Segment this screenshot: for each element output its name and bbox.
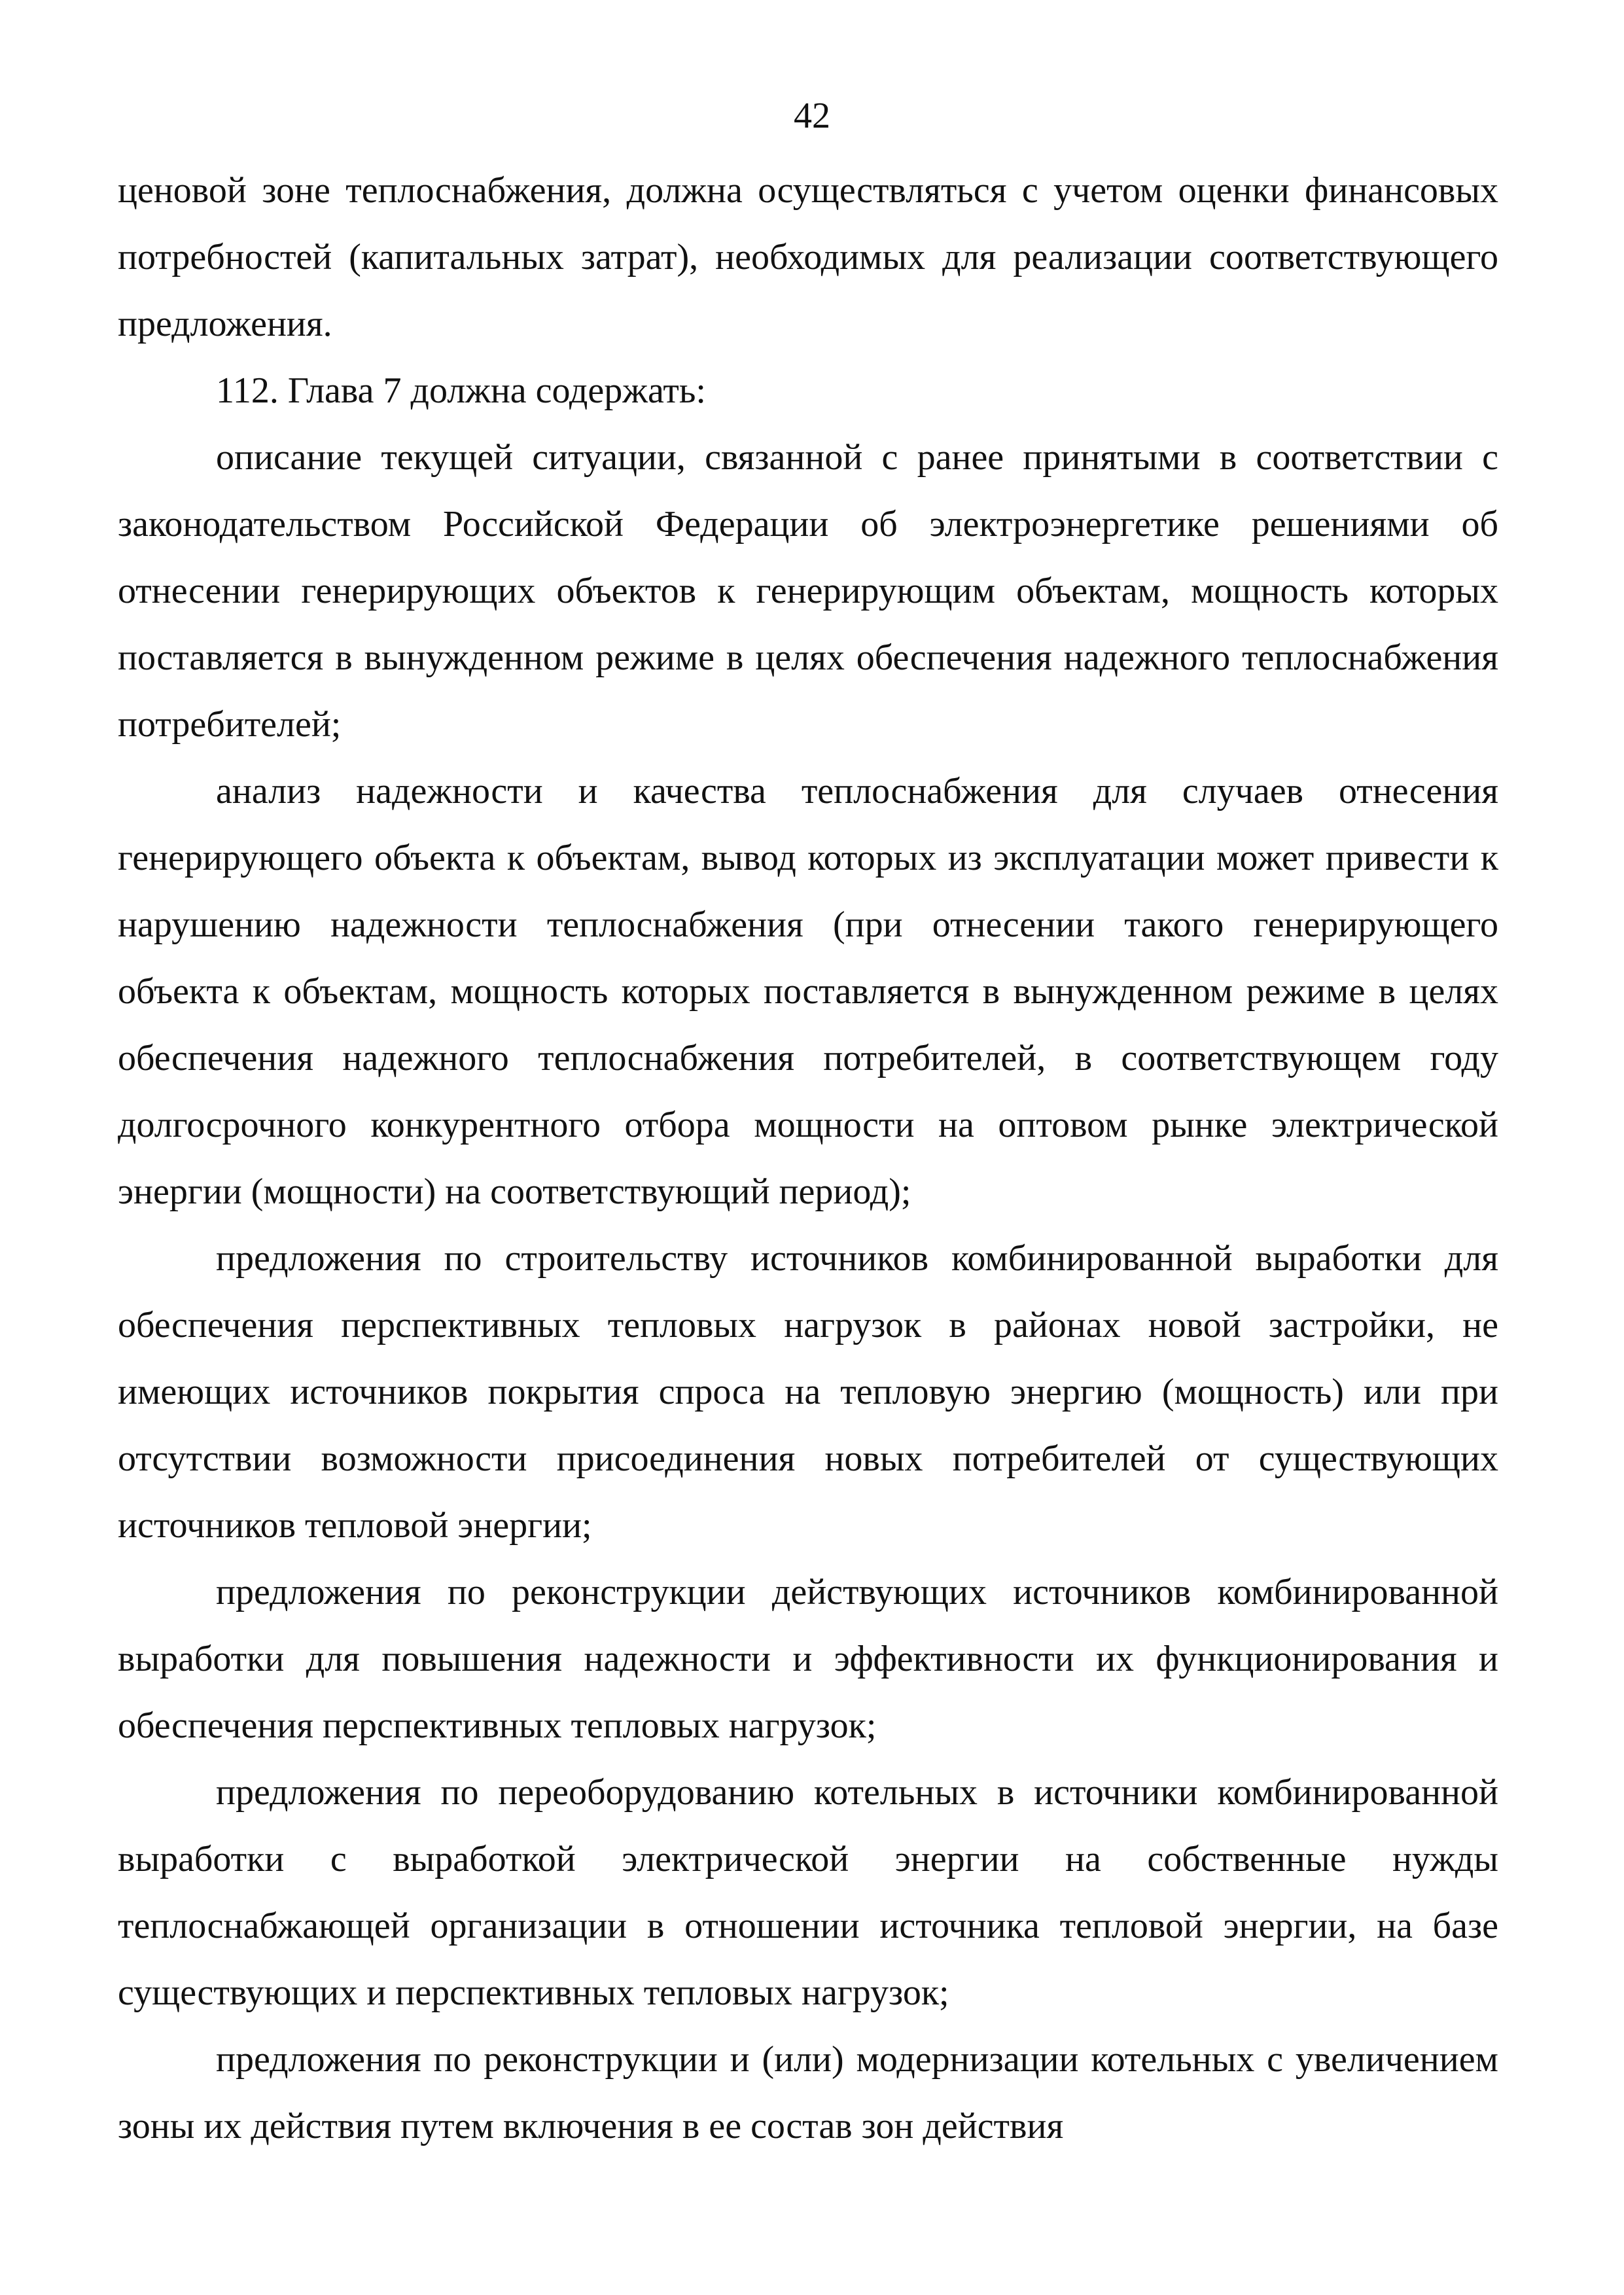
page-number: 42 bbox=[794, 96, 830, 136]
paragraph-boiler-conversion: предложения по переоборудованию котельных в источники комбинированной выработки с выработкой электрической энергии на собственные нужды теплоснабжающей организации в отношении источника тепловой энергии, на базе существующих и перспективных тепловых нагрузок; bbox=[118, 1772, 1498, 2013]
paragraph-reliability-analysis: анализ надежности и качества теплоснабжения для случаев отнесения генерирующего объекта к объектам, вывод которых из эксплуатации может привести к нарушению надежности теплоснабжения (при отнесении такого генерирующего объекта к объектам, мощность которых поставляется в вынужденном режиме в целях обеспечения надежного теплоснабжения потребителей, в соответствующем году долгосрочного конкурентного отбора мощности на оптовом рынке электрической энергии (мощности) на соответствующий период); bbox=[118, 771, 1498, 1212]
paragraph-new-construction: предложения по строительству источников комбинированной выработки для обеспечения перспективных тепловых нагрузок в районах новой застройки, не имеющих источников покрытия спроса на тепловую энергию (мощность) или при отсутствии возможности присоединения новых потребителей от существующих источников тепловой энергии; bbox=[118, 1238, 1498, 1546]
paragraph-continuation: ценовой зоне теплоснабжения, должна осуществляться с учетом оценки финансовых потребностей (капитальных затрат), необходимых для реализации соответствующего предложения. bbox=[118, 170, 1498, 344]
document-body bbox=[118, 157, 1498, 2160]
paragraph-item-112: 112. Глава 7 должна содержать: bbox=[216, 370, 706, 411]
paragraph-current-situation: описание текущей ситуации, связанной с ранее принятыми в соответствии с законодательством Российской Федерации об электроэнергетике решениями об отнесении генерирующих объектов к генерирующим объектам, мощность которых поставляется в вынужденном режиме в целях обеспечения надежного теплоснабжения потребителей; bbox=[118, 437, 1498, 745]
paragraph-boiler-modernization: предложения по реконструкции и (или) модернизации котельных с увеличением зоны их действия путем включения в ее состав зон действия bbox=[118, 2039, 1498, 2146]
paragraph-reconstruction: предложения по реконструкции действующих источников комбинированной выработки для повышения надежности и эффективности их функционирования и обеспечения перспективных тепловых нагрузок; bbox=[118, 1572, 1498, 1746]
